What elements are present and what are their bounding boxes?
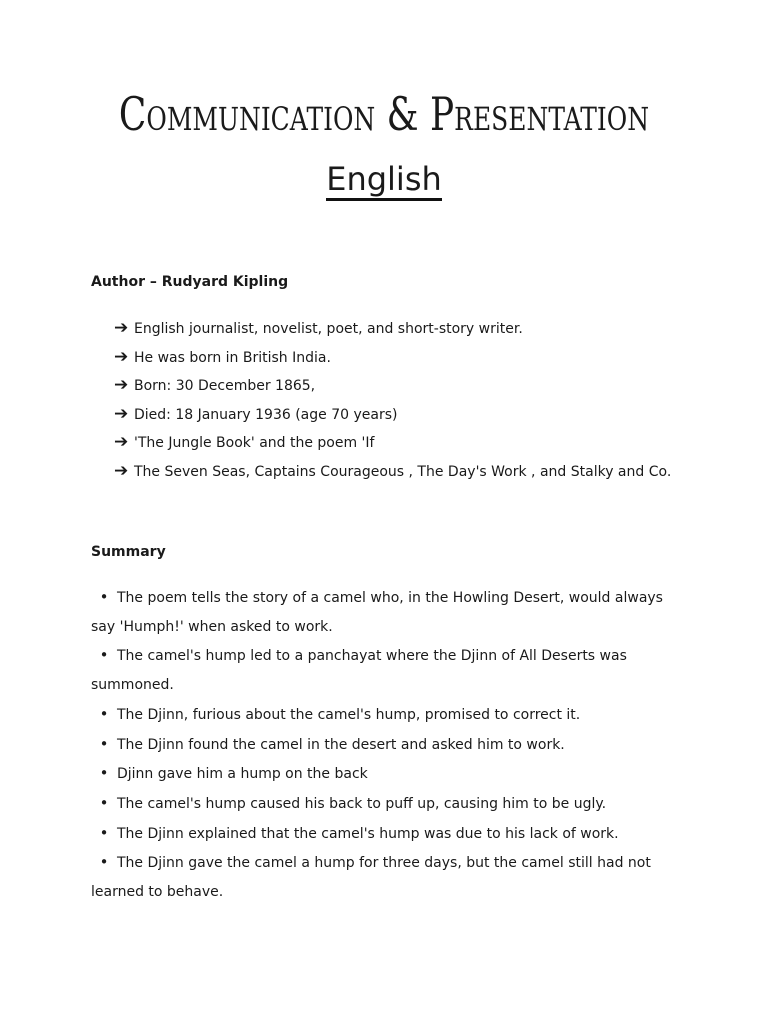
list-item-text: The Djinn found the camel in the desert and asked him to work. [117, 736, 565, 753]
list-item-text: The Djinn explained that the camel's hump was due to his lack of work. [117, 825, 619, 842]
list-item-text: He was born in British India. [134, 349, 331, 366]
list-item [91, 730, 681, 760]
list-item-text: Djinn gave him a hump on the back [117, 766, 368, 783]
bullet-dot-icon: • [99, 588, 109, 606]
right-arrow-icon: ➔ [114, 346, 129, 367]
list-item-text: Born: 30 December 1865, [134, 378, 316, 395]
author-facts-list [114, 314, 671, 486]
list-item-text: Died: 18 January 1936 (age 70 years) [134, 406, 398, 423]
bullet-dot-icon: • [99, 734, 109, 753]
bullet-dot-icon: • [99, 793, 109, 812]
right-arrow-icon: ➔ [114, 403, 129, 424]
list-item [114, 371, 671, 400]
summary-heading: Summary [91, 544, 166, 560]
list-item-text: The camel's hump caused his back to puff up, causing him to be ugly. [117, 795, 607, 812]
right-arrow-icon: ➔ [114, 375, 129, 396]
list-item-text: The camel's hump led to a panchayat where the Djinn of All Deserts was summoned. [91, 648, 627, 694]
right-arrow-icon: ➔ [114, 318, 129, 338]
list-item-text: The Seven Seas, Captains Courageous , The Day's Work , and Stalky and Co. [134, 463, 672, 480]
list-item [91, 641, 681, 699]
list-item [91, 759, 681, 789]
author-heading: Author – Rudyard Kipling [91, 274, 289, 290]
list-item [91, 848, 681, 906]
list-item-text: The Djinn gave the camel a hump for three days, but the camel still had not learned to behave. [91, 855, 651, 901]
right-arrow-icon: ➔ [114, 432, 129, 453]
summary-list [91, 583, 681, 907]
right-arrow-icon: ➔ [114, 460, 129, 481]
list-item-text: The Djinn, furious about the camel's hump, promised to correct it. [117, 706, 581, 723]
list-item [114, 457, 671, 486]
list-item [114, 314, 671, 343]
list-item [91, 789, 681, 819]
bullet-dot-icon: • [99, 646, 109, 665]
list-item [114, 343, 671, 372]
list-item [114, 400, 671, 429]
page-title: Communication & Presentation [118, 87, 650, 141]
bullet-dot-icon: • [99, 704, 109, 723]
bullet-dot-icon: • [99, 764, 109, 783]
bullet-dot-icon: • [99, 853, 109, 872]
subtitle-text: English [326, 160, 442, 201]
list-item-text: 'The Jungle Book' and the poem 'If [134, 435, 375, 452]
list-item [114, 428, 671, 457]
list-item-text: The poem tells the story of a camel who, in the Howling Desert, would always say 'Humph!' when asked to work. [91, 590, 663, 635]
list-item [91, 700, 681, 730]
list-item-text: English journalist, novelist, poet, and short-story writer. [134, 321, 523, 337]
list-item [91, 583, 681, 641]
list-item [91, 819, 681, 849]
page-subtitle [0, 158, 768, 200]
bullet-dot-icon: • [99, 823, 109, 842]
